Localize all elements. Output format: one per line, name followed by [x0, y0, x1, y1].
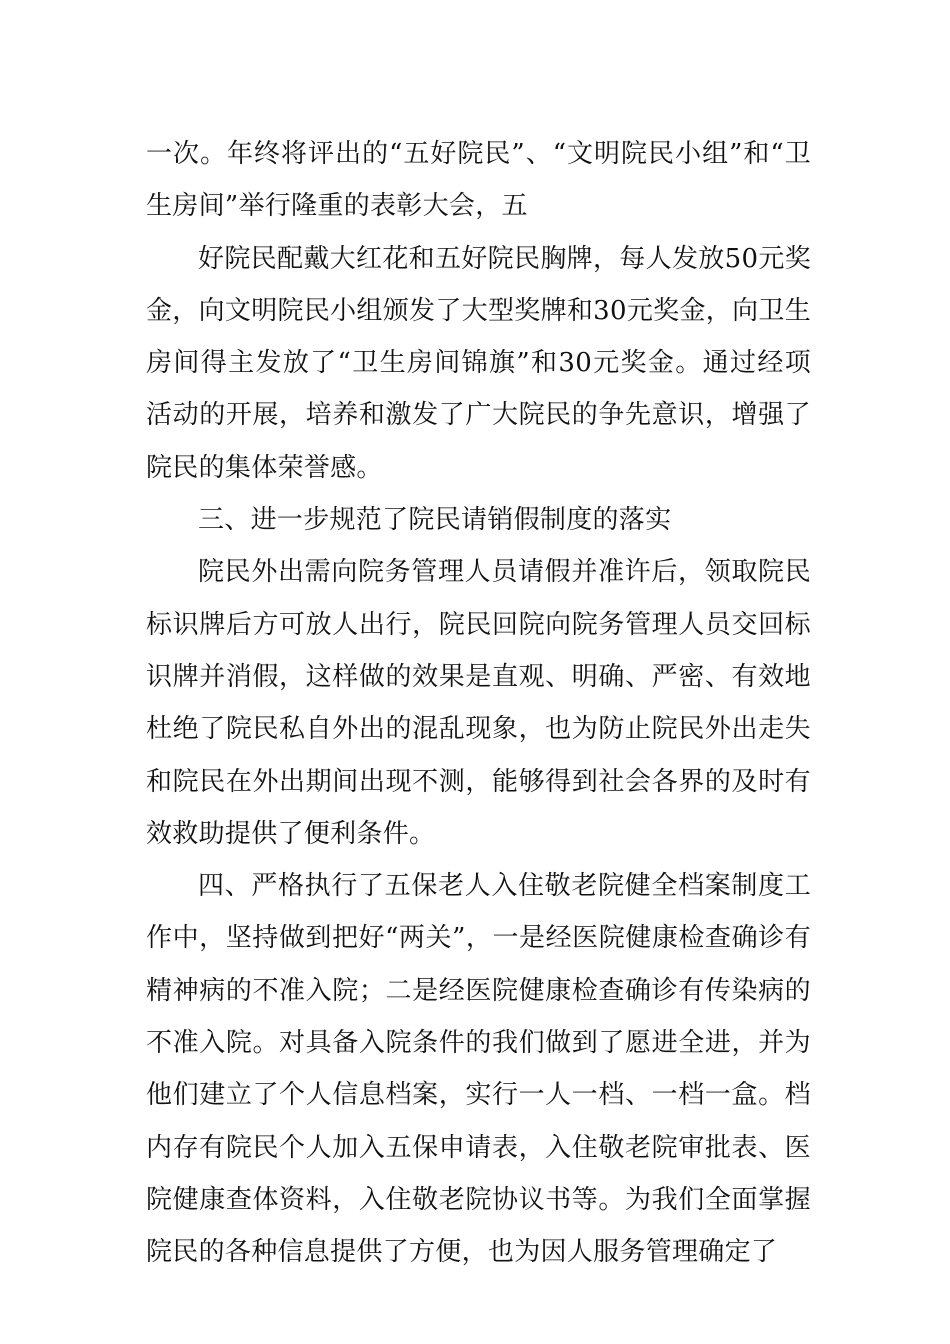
paragraph-1: 一次。年终将评出的“五好院民”、“文明院民小组”和“卫生房间”举行隆重的表彰大会，五 [146, 139, 811, 222]
paragraph-3: 院民外出需向院务管理人员请假并准许后，领取院民标识牌后方可放人出行，院民回院向院务管理人员交回标识牌并消假，这样做的效果是直观、明确、严密、有效地杜绝了院民私自外出的混乱现象，也为防止院民外出走失和院民在外出期间出现不测，能够得到社会各界的及时有效救助提供了便利条件。 [146, 557, 811, 849]
section-heading-3: 三、进一步规范了院民请销假制度的落实 [198, 505, 672, 536]
body-text [146, 128, 811, 1279]
paragraph-2: 好院民配戴大红花和五好院民胸牌，每人发放50元奖金，向文明院民小组颁发了大型奖牌和30元奖金，向卫生房间得主发放了“卫生房间锦旗”和30元奖金。通过经项活动的开展，培养和激发了广大院民的争先意识，增强了院民的集体荣誉感。 [146, 243, 811, 483]
paragraph-4: 四、严格执行了五保老人入住敬老院健全档案制度工作中，坚持做到把好“两关”，一是经医院健康检查确诊有精神病的不准入院；二是经医院健康检查确诊有传染病的不准入院。对具备入院条件的我们做到了愿进全进，并为他们建立了个人信息档案，实行一人一档、一档一盒。档内存有院民个人加入五保申请表，入住敬老院审批表、医院健康查体资料，入住敬老院协议书等。为我们全面掌握院民的各种信息提供了方便，也为因人服务管理确定了 [146, 871, 811, 1268]
